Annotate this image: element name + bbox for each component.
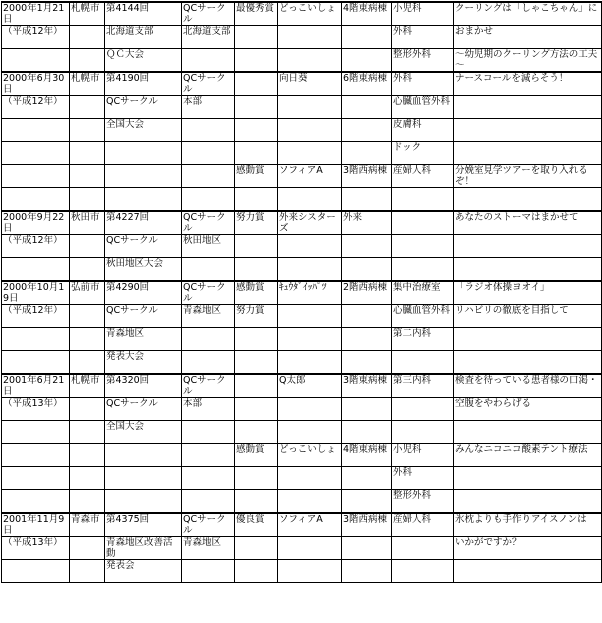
meeting-cell — [105, 467, 182, 490]
city-cell — [70, 351, 105, 375]
meeting-cell — [105, 142, 182, 165]
theme-cell — [454, 467, 602, 490]
date-cell — [2, 142, 70, 165]
circle-name-cell — [278, 188, 342, 212]
city-cell — [70, 142, 105, 165]
meeting-cell: 第4375回 — [105, 513, 182, 537]
city-cell — [70, 398, 105, 421]
award-cell: 最優秀賞 — [235, 2, 278, 26]
meeting-cell: ＱＣ大会 — [105, 49, 182, 73]
table-row — [2, 165, 602, 188]
organizer-cell — [182, 444, 235, 467]
table-row — [2, 444, 602, 467]
award-cell — [235, 72, 278, 96]
award-cell — [235, 490, 278, 514]
date-cell: 2000年6月30日 — [2, 72, 70, 96]
award-cell — [235, 119, 278, 142]
circle-name-cell — [278, 560, 342, 583]
department-cell: 外科 — [392, 467, 454, 490]
department-cell — [392, 211, 454, 235]
circle-name-cell — [278, 421, 342, 444]
department-cell — [392, 421, 454, 444]
date-cell — [2, 49, 70, 73]
table-row — [2, 513, 602, 537]
organizer-cell — [182, 142, 235, 165]
city-cell — [70, 188, 105, 212]
award-cell: 優良賞 — [235, 513, 278, 537]
ward-cell: 2階西病棟 — [342, 281, 392, 305]
circle-name-cell — [278, 537, 342, 560]
ward-cell: 3階西病棟 — [342, 513, 392, 537]
meeting-cell: 北海道支部 — [105, 26, 182, 49]
qc-presentation-table — [1, 1, 602, 583]
meeting-cell: 第4320回 — [105, 374, 182, 398]
theme-cell — [454, 235, 602, 258]
award-cell — [235, 398, 278, 421]
table-row — [2, 188, 602, 212]
ward-cell — [342, 398, 392, 421]
date-cell — [2, 165, 70, 188]
city-cell — [70, 328, 105, 351]
meeting-cell: 青森地区改善活動 — [105, 537, 182, 560]
date-cell — [2, 560, 70, 583]
organizer-cell: QCサークル — [182, 374, 235, 398]
date-cell: 2001年11月9日 — [2, 513, 70, 537]
ward-cell — [342, 26, 392, 49]
meeting-cell: 第4290回 — [105, 281, 182, 305]
meeting-cell — [105, 444, 182, 467]
department-cell: 外科 — [392, 26, 454, 49]
ward-cell — [342, 328, 392, 351]
table-row — [2, 281, 602, 305]
meeting-cell: QCサークル — [105, 96, 182, 119]
award-cell — [235, 96, 278, 119]
theme-cell — [454, 188, 602, 212]
ward-cell — [342, 49, 392, 73]
table-row — [2, 305, 602, 328]
table-row — [2, 467, 602, 490]
circle-name-cell — [278, 490, 342, 514]
city-cell — [70, 26, 105, 49]
table-row — [2, 211, 602, 235]
ward-cell: 4階東病棟 — [342, 2, 392, 26]
meeting-cell: 発表会 — [105, 560, 182, 583]
organizer-cell: QCサークル — [182, 211, 235, 235]
date-cell: 2000年10月19日 — [2, 281, 70, 305]
theme-cell — [454, 351, 602, 375]
organizer-cell — [182, 467, 235, 490]
circle-name-cell: ソフィアA — [278, 165, 342, 188]
table-row — [2, 119, 602, 142]
organizer-cell: QCサークル — [182, 281, 235, 305]
award-cell — [235, 467, 278, 490]
department-cell — [392, 398, 454, 421]
theme-cell — [454, 96, 602, 119]
ward-cell — [342, 467, 392, 490]
award-cell — [235, 258, 278, 282]
circle-name-cell: Q太郎 — [278, 374, 342, 398]
award-cell: 努力賞 — [235, 305, 278, 328]
date-cell: （平成12年） — [2, 235, 70, 258]
theme-cell: ～幼児期のクーリング方法の工夫～ — [454, 49, 602, 73]
organizer-cell: 本部 — [182, 398, 235, 421]
table-row — [2, 96, 602, 119]
department-cell: 小児科 — [392, 2, 454, 26]
department-cell: 整形外科 — [392, 49, 454, 73]
date-cell — [2, 351, 70, 375]
circle-name-cell: どっこいしょ — [278, 2, 342, 26]
department-cell: 産婦人科 — [392, 165, 454, 188]
ward-cell: 6階東病棟 — [342, 72, 392, 96]
award-cell — [235, 537, 278, 560]
department-cell — [392, 188, 454, 212]
organizer-cell: 秋田地区 — [182, 235, 235, 258]
award-cell — [235, 328, 278, 351]
department-cell — [392, 258, 454, 282]
organizer-cell — [182, 188, 235, 212]
department-cell: 整形外科 — [392, 490, 454, 514]
table-row — [2, 537, 602, 560]
ward-cell: 4階東病棟 — [342, 444, 392, 467]
organizer-cell: QCサークル — [182, 2, 235, 26]
organizer-cell: QCサークル — [182, 513, 235, 537]
circle-name-cell — [278, 235, 342, 258]
city-cell — [70, 467, 105, 490]
theme-cell: 氷枕よりも手作りアイスノンは — [454, 513, 602, 537]
award-cell — [235, 49, 278, 73]
date-cell — [2, 490, 70, 514]
department-cell: 心臓血管外科 — [392, 96, 454, 119]
date-cell: 2001年6月21日 — [2, 374, 70, 398]
city-cell — [70, 421, 105, 444]
city-cell — [70, 96, 105, 119]
city-cell — [70, 490, 105, 514]
city-cell — [70, 165, 105, 188]
department-cell: 集中治療室 — [392, 281, 454, 305]
table-row — [2, 235, 602, 258]
table-row — [2, 328, 602, 351]
organizer-cell: QCサークル — [182, 72, 235, 96]
ward-cell — [342, 421, 392, 444]
theme-cell: 空腹をやわらげる — [454, 398, 602, 421]
ward-cell — [342, 119, 392, 142]
city-cell — [70, 258, 105, 282]
meeting-cell: 発表大会 — [105, 351, 182, 375]
award-cell — [235, 421, 278, 444]
organizer-cell — [182, 560, 235, 583]
ward-cell — [342, 351, 392, 375]
table-row — [2, 560, 602, 583]
table-row — [2, 374, 602, 398]
meeting-cell — [105, 490, 182, 514]
department-cell: ドック — [392, 142, 454, 165]
department-cell: 第三内科 — [392, 374, 454, 398]
city-cell — [70, 305, 105, 328]
organizer-cell — [182, 328, 235, 351]
date-cell — [2, 119, 70, 142]
meeting-cell: QCサークル — [105, 305, 182, 328]
award-cell — [235, 188, 278, 212]
meeting-cell: 第4190回 — [105, 72, 182, 96]
date-cell — [2, 421, 70, 444]
circle-name-cell — [278, 142, 342, 165]
theme-cell — [454, 142, 602, 165]
meeting-cell: 青森地区 — [105, 328, 182, 351]
table-row — [2, 490, 602, 514]
circle-name-cell — [278, 49, 342, 73]
theme-cell: あなたのストーマはまかせて — [454, 211, 602, 235]
circle-name-cell — [278, 467, 342, 490]
date-cell — [2, 444, 70, 467]
organizer-cell: 青森地区 — [182, 537, 235, 560]
city-cell: 秋田市 — [70, 211, 105, 235]
organizer-cell — [182, 258, 235, 282]
circle-name-cell — [278, 398, 342, 421]
city-cell: 札幌市 — [70, 2, 105, 26]
theme-cell: おまかせ — [454, 26, 602, 49]
date-cell: （平成12年） — [2, 26, 70, 49]
meeting-cell: 秋田地区大会 — [105, 258, 182, 282]
theme-cell: いかがですか？ — [454, 537, 602, 560]
meeting-cell: QCサークル — [105, 398, 182, 421]
department-cell: 心臓血管外科 — [392, 305, 454, 328]
organizer-cell — [182, 119, 235, 142]
ward-cell — [342, 560, 392, 583]
award-cell — [235, 351, 278, 375]
circle-name-cell: どっこいしょ — [278, 444, 342, 467]
table-row — [2, 258, 602, 282]
circle-name-cell — [278, 26, 342, 49]
department-cell: 外科 — [392, 72, 454, 96]
meeting-cell — [105, 165, 182, 188]
table-row — [2, 72, 602, 96]
ward-cell: 3階西病棟 — [342, 165, 392, 188]
city-cell — [70, 560, 105, 583]
circle-name-cell — [278, 258, 342, 282]
ward-cell — [342, 142, 392, 165]
organizer-cell — [182, 165, 235, 188]
award-cell: 感動賞 — [235, 281, 278, 305]
city-cell — [70, 444, 105, 467]
award-cell — [235, 26, 278, 49]
ward-cell — [342, 235, 392, 258]
organizer-cell: 本部 — [182, 96, 235, 119]
ward-cell — [342, 490, 392, 514]
department-cell: 産婦人科 — [392, 513, 454, 537]
circle-name-cell — [278, 305, 342, 328]
theme-cell: 検査を待っている患者様の口渇・ — [454, 374, 602, 398]
meeting-cell — [105, 188, 182, 212]
date-cell: （平成13年） — [2, 537, 70, 560]
organizer-cell: 青森地区 — [182, 305, 235, 328]
city-cell: 青森市 — [70, 513, 105, 537]
department-cell: 第二内科 — [392, 328, 454, 351]
circle-name-cell — [278, 328, 342, 351]
department-cell: 小児科 — [392, 444, 454, 467]
table-row — [2, 26, 602, 49]
ward-cell — [342, 188, 392, 212]
city-cell: 札幌市 — [70, 374, 105, 398]
table-row — [2, 421, 602, 444]
organizer-cell — [182, 421, 235, 444]
date-cell: 2000年1月21日 — [2, 2, 70, 26]
date-cell: 2000年9月22日 — [2, 211, 70, 235]
department-cell — [392, 560, 454, 583]
table-row — [2, 49, 602, 73]
theme-cell — [454, 328, 602, 351]
theme-cell — [454, 119, 602, 142]
table-row — [2, 142, 602, 165]
city-cell — [70, 537, 105, 560]
date-cell: （平成12年） — [2, 96, 70, 119]
meeting-cell: QCサークル — [105, 235, 182, 258]
theme-cell: リハビリの徹底を目指して — [454, 305, 602, 328]
organizer-cell — [182, 351, 235, 375]
city-cell: 弘前市 — [70, 281, 105, 305]
award-cell: 努力賞 — [235, 211, 278, 235]
organizer-cell: 北海道支部 — [182, 26, 235, 49]
award-cell — [235, 560, 278, 583]
circle-name-cell — [278, 96, 342, 119]
circle-name-cell: ｷｭｳﾀﾞｲｯﾊﾟﾂ — [278, 281, 342, 305]
theme-cell — [454, 490, 602, 514]
meeting-cell: 第4227回 — [105, 211, 182, 235]
ward-cell — [342, 258, 392, 282]
date-cell — [2, 258, 70, 282]
award-cell: 感動賞 — [235, 165, 278, 188]
theme-cell: 「ラジオ体操ヨオイ」 — [454, 281, 602, 305]
award-cell — [235, 142, 278, 165]
circle-name-cell: 向日葵 — [278, 72, 342, 96]
ward-cell — [342, 96, 392, 119]
organizer-cell — [182, 49, 235, 73]
ward-cell — [342, 537, 392, 560]
city-cell: 札幌市 — [70, 72, 105, 96]
department-cell — [392, 235, 454, 258]
city-cell — [70, 119, 105, 142]
date-cell: （平成13年） — [2, 398, 70, 421]
date-cell — [2, 188, 70, 212]
meeting-cell: 全国大会 — [105, 119, 182, 142]
department-cell — [392, 537, 454, 560]
circle-name-cell — [278, 351, 342, 375]
meeting-cell: 全国大会 — [105, 421, 182, 444]
date-cell — [2, 328, 70, 351]
ward-cell: 3階東病棟 — [342, 374, 392, 398]
table-row — [2, 2, 602, 26]
table-body — [2, 2, 602, 583]
meeting-cell: 第4144回 — [105, 2, 182, 26]
organizer-cell — [182, 490, 235, 514]
award-cell: 感動賞 — [235, 444, 278, 467]
award-cell — [235, 235, 278, 258]
city-cell — [70, 49, 105, 73]
date-cell — [2, 467, 70, 490]
theme-cell — [454, 560, 602, 583]
circle-name-cell — [278, 119, 342, 142]
department-cell: 皮膚科 — [392, 119, 454, 142]
date-cell: （平成12年） — [2, 305, 70, 328]
ward-cell — [342, 305, 392, 328]
theme-cell: ナースコールを減らそう！ — [454, 72, 602, 96]
table-row — [2, 351, 602, 375]
theme-cell — [454, 421, 602, 444]
department-cell — [392, 351, 454, 375]
circle-name-cell: 外来シスターズ — [278, 211, 342, 235]
ward-cell: 外来 — [342, 211, 392, 235]
theme-cell — [454, 258, 602, 282]
table-row — [2, 398, 602, 421]
city-cell — [70, 235, 105, 258]
theme-cell: みんなニコニコ酸素テント療法 — [454, 444, 602, 467]
theme-cell: クーリングは「しゃこちゃん」に — [454, 2, 602, 26]
award-cell — [235, 374, 278, 398]
theme-cell: 分娩室見学ツアーを取り入れるぞ！ — [454, 165, 602, 188]
circle-name-cell: ソフィアA — [278, 513, 342, 537]
